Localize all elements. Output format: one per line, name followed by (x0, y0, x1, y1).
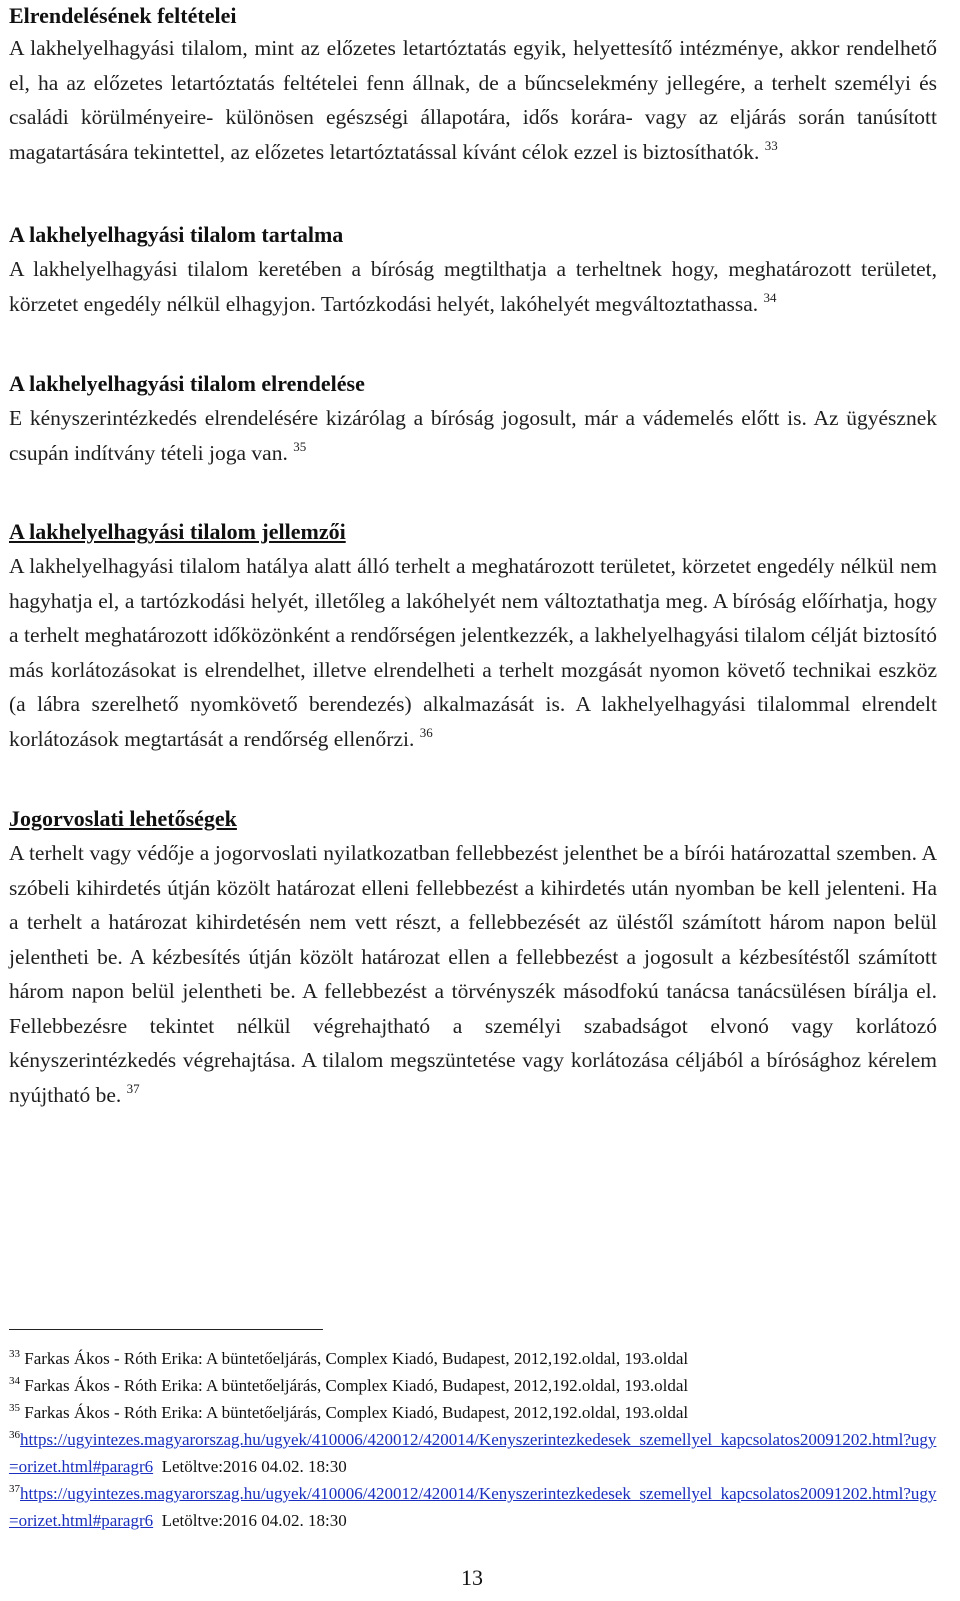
section-paragraph (9, 252, 937, 321)
footnote-item (9, 1345, 937, 1372)
section-paragraph (9, 549, 937, 756)
section-tartalma (9, 220, 937, 321)
footnote-number: 37 (9, 1483, 20, 1495)
paragraph-text: A terhelt vagy védője a jogorvoslati nyilatkozatban fellebbezést jelenthet be a bírói határozattal szemben. A szóbeli kihirdetés útján közölt határozat elleni fellebbezést a kihirdetés után nyomban be kell jelenteni. Ha a terhelt a határozat kihirdetésén nem vett részt, a fellebbezését az üléstől számított három napon belül jelentheti be. A kézbesítés útján közölt határozat ellen a fellebbezést a jogosult a kézbesítéstől számított három napon belül jelentheti be. A fellebbezést a törvényszék másodfokú tanácsa tanácsülésen bírálja el. Fellebbezésre tekintet nélkül végrehajtható a személyi szabadságot elvonó vagy korlátozó kényszerintézkedés végrehajtása. A tilalom megszüntetése vagy korlátozása céljából a bírósághoz kérelem nyújtható be. (9, 841, 937, 1107)
section-elrendeles-feltetelei (9, 1, 937, 169)
footnote-number: 34 (9, 1375, 20, 1387)
paragraph-text: A lakhelyelhagyási tilalom, mint az előzetes letartóztatás egyik, helyettesítő intézménye, akkor rendelhető el, ha az előzetes letartóztatás feltételei fenn állnak, de a bűncselekmény jellegére, a terhelt személyi és családi körülményeire- különösen egészségi állapotára, idős korára- vagy az eljárás során tanúsított magatartására tekintettel, az előzetes letartóztatással kívánt célok ezzel is biztosíthatók. (9, 36, 937, 164)
footnote-download-date: Letöltve:2016 04.02. 18:30 (161, 1511, 347, 1530)
footnote-ref[interactable]: 33 (764, 137, 778, 153)
document-page (9, 0, 937, 1112)
footnote-number: 35 (9, 1402, 20, 1414)
footnote-ref[interactable]: 37 (126, 1080, 140, 1096)
section-heading: Jogorvoslati lehetőségek (9, 806, 237, 831)
footnote-text: Farkas Ákos - Róth Erika: A büntetőeljárás, Complex Kiadó, Budapest, 2012,192.oldal, 193.oldal (24, 1349, 689, 1368)
footnotes (9, 1345, 937, 1534)
section-jellemzoi (9, 517, 937, 756)
section-paragraph (9, 401, 937, 470)
footnote-link[interactable]: https://ugyintezes.magyarorszag.hu/ugyek/410006/420012/420014/Kenyszerintezkedesek_szemellyel_kapcsolatos20091202.html?ugy=orizet.html#paragr6 (9, 1484, 937, 1530)
section-paragraph (9, 836, 937, 1112)
page-number: 13 (461, 1565, 483, 1590)
footnote-ref[interactable]: 35 (293, 438, 307, 454)
footnote-link[interactable]: https://ugyintezes.magyarorszag.hu/ugyek/410006/420012/420014/Kenyszerintezkedesek_szemellyel_kapcsolatos20091202.html?ugy=orizet.html#paragr6 (9, 1430, 937, 1476)
footnote-item (9, 1426, 937, 1480)
section-elrendelese (9, 369, 937, 470)
paragraph-text: A lakhelyelhagyási tilalom hatálya alatt álló terhelt a meghatározott területet, körzetet engedély nélkül nem hagyhatja el, a tartózkodási helyét, illetőleg a lakóhelyét nem változtathatja meg. A bíróság előírhatja, hogy a terhelt meghatározott időközönként a rendőrségen jelentkezzék, a lakhelyelhagyási tilalom célját biztosító más korlátozásokat is elrendelhet, illetve elrendelheti a terhelt mozgását nyomon követő technikai eszköz (a lábra szerelhető nyomkövető berendezés) alkalmazását is. A lakhelyelhagyási tilalommal elrendelt korlátozások megtartását a rendőrség ellenőrzi. (9, 554, 937, 751)
footnote-ref[interactable]: 34 (763, 289, 777, 305)
footnote-number: 33 (9, 1348, 20, 1360)
section-heading: A lakhelyelhagyási tilalom elrendelése (9, 371, 365, 396)
footnote-text: Farkas Ákos - Róth Erika: A büntetőeljárás, Complex Kiadó, Budapest, 2012,192.oldal, 193.oldal (24, 1403, 689, 1422)
footnote-text: Farkas Ákos - Róth Erika: A büntetőeljárás, Complex Kiadó, Budapest, 2012,192.oldal, 193.oldal (24, 1376, 689, 1395)
section-paragraph (9, 31, 937, 169)
footnote-separator (9, 1329, 323, 1330)
footnote-item (9, 1372, 937, 1399)
paragraph-text: E kényszerintézkedés elrendelésére kizárólag a bíróság jogosult, már a vádemelés előtt is. Az ügyésznek csupán indítvány tételi joga van. (9, 406, 937, 465)
section-heading: Elrendelésének feltételei (9, 3, 237, 28)
footnote-number: 36 (9, 1429, 20, 1441)
footnote-download-date: Letöltve:2016 04.02. 18:30 (161, 1457, 347, 1476)
footnote-ref[interactable]: 36 (419, 724, 433, 740)
section-heading: A lakhelyelhagyási tilalom tartalma (9, 222, 344, 247)
paragraph-text: A lakhelyelhagyási tilalom keretében a bíróság megtilthatja a terheltnek hogy, meghatározott területet, körzetet engedély nélkül elhagyjon. Tartózkodási helyét, lakóhelyét megváltoztathassa. (9, 257, 937, 316)
footnote-item (9, 1480, 937, 1534)
footnote-item (9, 1399, 937, 1426)
section-heading: A lakhelyelhagyási tilalom jellemzői (9, 519, 346, 544)
section-jogorvoslati (9, 804, 937, 1112)
